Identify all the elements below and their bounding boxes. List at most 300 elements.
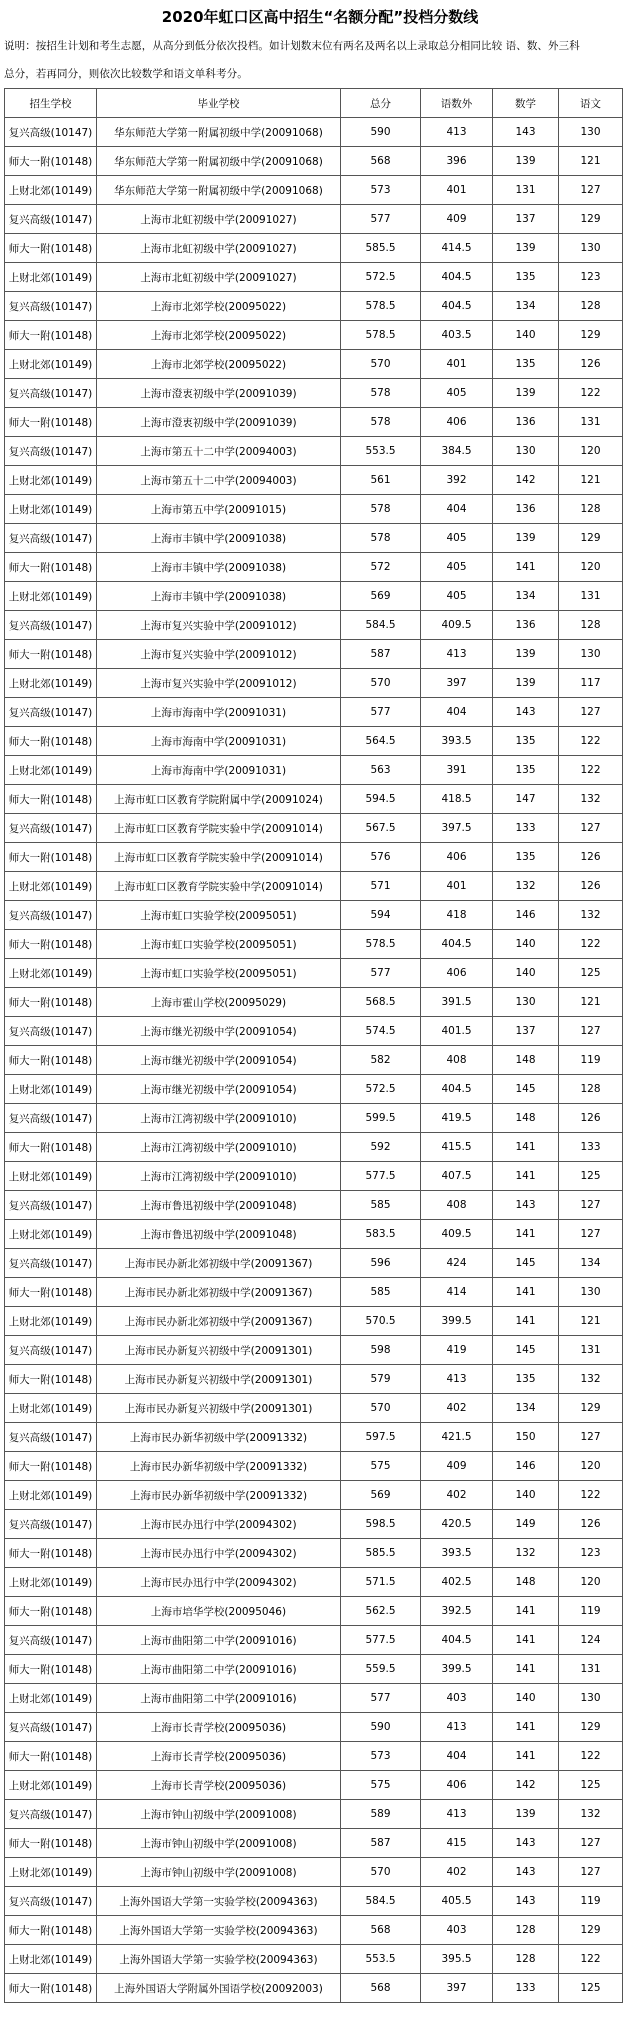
graduating-school-cell: 上海市北虹初级中学(20091027) <box>97 234 341 263</box>
chinese-cell: 130 <box>559 640 623 669</box>
graduating-school-cell: 上海市第五中学(20091015) <box>97 495 341 524</box>
chinese-cell: 130 <box>559 1278 623 1307</box>
total-score-cell: 578 <box>341 379 421 408</box>
admitting-school-cell: 上财北郊(10149) <box>5 495 97 524</box>
total-score-cell: 582 <box>341 1046 421 1075</box>
core-three-cell: 409.5 <box>421 1220 493 1249</box>
total-score-cell: 578.5 <box>341 321 421 350</box>
chinese-cell: 128 <box>559 1075 623 1104</box>
total-score-cell: 584.5 <box>341 1887 421 1916</box>
math-cell: 134 <box>493 582 559 611</box>
core-three-cell: 397.5 <box>421 814 493 843</box>
total-score-cell: 577 <box>341 698 421 727</box>
math-cell: 141 <box>493 1742 559 1771</box>
math-cell: 148 <box>493 1568 559 1597</box>
admitting-school-cell: 复兴高级(10147) <box>5 1510 97 1539</box>
chinese-cell: 131 <box>559 408 623 437</box>
table-row <box>5 611 623 640</box>
math-cell: 132 <box>493 1539 559 1568</box>
total-score-cell: 561 <box>341 466 421 495</box>
math-cell: 139 <box>493 147 559 176</box>
chinese-cell: 122 <box>559 930 623 959</box>
description-line-2: 总分，若再同分，则依次比较数学和语文单科考分。 <box>4 68 248 80</box>
graduating-school-cell: 上海市民办新北郊初级中学(20091367) <box>97 1278 341 1307</box>
table-row <box>5 466 623 495</box>
total-score-cell: 568.5 <box>341 988 421 1017</box>
math-cell: 142 <box>493 1771 559 1800</box>
table-row <box>5 785 623 814</box>
chinese-cell: 124 <box>559 1626 623 1655</box>
total-score-cell: 590 <box>341 118 421 147</box>
core-three-cell: 414.5 <box>421 234 493 263</box>
math-cell: 141 <box>493 1597 559 1626</box>
table-row <box>5 1684 623 1713</box>
table-row <box>5 1626 623 1655</box>
chinese-cell: 132 <box>559 901 623 930</box>
description-line-1: 说明：按招生计划和考生志愿，从高分到低分依次投档。如计划数末位有两名及两名以上录取总分相同比较 语、数、外三科 <box>4 40 580 52</box>
table-row <box>5 872 623 901</box>
chinese-cell: 127 <box>559 176 623 205</box>
table-row <box>5 1452 623 1481</box>
graduating-school-cell: 上海市鲁迅初级中学(20091048) <box>97 1220 341 1249</box>
total-score-cell: 577 <box>341 1684 421 1713</box>
core-three-cell: 409 <box>421 205 493 234</box>
math-cell: 150 <box>493 1423 559 1452</box>
math-cell: 133 <box>493 814 559 843</box>
math-cell: 141 <box>493 1626 559 1655</box>
table-row <box>5 1249 623 1278</box>
graduating-school-cell: 上海市丰镇中学(20091038) <box>97 524 341 553</box>
chinese-cell: 130 <box>559 1684 623 1713</box>
admitting-school-cell: 上财北郊(10149) <box>5 756 97 785</box>
admitting-school-cell: 上财北郊(10149) <box>5 263 97 292</box>
admitting-school-cell: 复兴高级(10147) <box>5 1104 97 1133</box>
admitting-school-cell: 上财北郊(10149) <box>5 582 97 611</box>
core-three-cell: 391.5 <box>421 988 493 1017</box>
admitting-school-cell: 师大一附(10148) <box>5 1133 97 1162</box>
graduating-school-cell: 上海市民办新复兴初级中学(20091301) <box>97 1365 341 1394</box>
total-score-cell: 578.5 <box>341 930 421 959</box>
table-row <box>5 669 623 698</box>
core-three-cell: 418.5 <box>421 785 493 814</box>
graduating-school-cell: 上海市虹口区教育学院实验中学(20091014) <box>97 872 341 901</box>
graduating-school-cell: 上海市继光初级中学(20091054) <box>97 1075 341 1104</box>
core-three-cell: 420.5 <box>421 1510 493 1539</box>
graduating-school-cell: 上海市北郊学校(20095022) <box>97 350 341 379</box>
description <box>0 32 640 88</box>
admitting-school-cell: 复兴高级(10147) <box>5 901 97 930</box>
chinese-cell: 131 <box>559 1336 623 1365</box>
admitting-school-cell: 上财北郊(10149) <box>5 1568 97 1597</box>
chinese-cell: 129 <box>559 205 623 234</box>
graduating-school-cell: 上海市北虹初级中学(20091027) <box>97 263 341 292</box>
core-three-cell: 404.5 <box>421 263 493 292</box>
total-score-cell: 578 <box>341 495 421 524</box>
header-math: 数学 <box>493 89 559 118</box>
admitting-school-cell: 师大一附(10148) <box>5 1742 97 1771</box>
chinese-cell: 128 <box>559 495 623 524</box>
admitting-school-cell: 上财北郊(10149) <box>5 1945 97 1974</box>
graduating-school-cell: 上海市澄衷初级中学(20091039) <box>97 408 341 437</box>
table-row <box>5 1191 623 1220</box>
core-three-cell: 405.5 <box>421 1887 493 1916</box>
math-cell: 139 <box>493 669 559 698</box>
math-cell: 135 <box>493 727 559 756</box>
graduating-school-cell: 上海外国语大学第一实验学校(20094363) <box>97 1945 341 1974</box>
admitting-school-cell: 复兴高级(10147) <box>5 814 97 843</box>
table-row <box>5 350 623 379</box>
math-cell: 141 <box>493 1655 559 1684</box>
graduating-school-cell: 上海市江湾初级中学(20091010) <box>97 1162 341 1191</box>
math-cell: 141 <box>493 1278 559 1307</box>
chinese-cell: 119 <box>559 1597 623 1626</box>
admitting-school-cell: 师大一附(10148) <box>5 553 97 582</box>
graduating-school-cell: 上海市长青学校(20095036) <box>97 1713 341 1742</box>
math-cell: 141 <box>493 1162 559 1191</box>
chinese-cell: 127 <box>559 1220 623 1249</box>
table-row <box>5 1017 623 1046</box>
math-cell: 143 <box>493 1858 559 1887</box>
core-three-cell: 406 <box>421 1771 493 1800</box>
table-row <box>5 263 623 292</box>
table-row <box>5 524 623 553</box>
table-row <box>5 727 623 756</box>
graduating-school-cell: 上海市北虹初级中学(20091027) <box>97 205 341 234</box>
admitting-school-cell: 上财北郊(10149) <box>5 959 97 988</box>
admitting-school-cell: 上财北郊(10149) <box>5 1771 97 1800</box>
graduating-school-cell: 上海市虹口实验学校(20095051) <box>97 959 341 988</box>
table-row <box>5 495 623 524</box>
graduating-school-cell: 上海市海南中学(20091031) <box>97 756 341 785</box>
table-row <box>5 1481 623 1510</box>
graduating-school-cell: 上海市民办新北郊初级中学(20091367) <box>97 1307 341 1336</box>
core-three-cell: 402 <box>421 1858 493 1887</box>
total-score-cell: 571.5 <box>341 1568 421 1597</box>
table-row <box>5 292 623 321</box>
core-three-cell: 399.5 <box>421 1655 493 1684</box>
table-row <box>5 1162 623 1191</box>
core-three-cell: 407.5 <box>421 1162 493 1191</box>
chinese-cell: 122 <box>559 727 623 756</box>
total-score-cell: 578 <box>341 524 421 553</box>
graduating-school-cell: 上海市复兴实验中学(20091012) <box>97 611 341 640</box>
header-core-three: 语数外 <box>421 89 493 118</box>
chinese-cell: 127 <box>559 1423 623 1452</box>
math-cell: 141 <box>493 1220 559 1249</box>
chinese-cell: 121 <box>559 466 623 495</box>
chinese-cell: 134 <box>559 1249 623 1278</box>
table-row <box>5 1510 623 1539</box>
math-cell: 143 <box>493 1887 559 1916</box>
core-three-cell: 413 <box>421 640 493 669</box>
chinese-cell: 127 <box>559 1858 623 1887</box>
chinese-cell: 133 <box>559 1133 623 1162</box>
total-score-cell: 570 <box>341 1858 421 1887</box>
table-row <box>5 1046 623 1075</box>
core-three-cell: 401 <box>421 350 493 379</box>
core-three-cell: 405 <box>421 582 493 611</box>
chinese-cell: 125 <box>559 959 623 988</box>
graduating-school-cell: 上海市虹口区教育学院实验中学(20091014) <box>97 843 341 872</box>
core-three-cell: 408 <box>421 1191 493 1220</box>
total-score-cell: 569 <box>341 1481 421 1510</box>
admitting-school-cell: 师大一附(10148) <box>5 727 97 756</box>
table-row <box>5 176 623 205</box>
chinese-cell: 127 <box>559 1829 623 1858</box>
math-cell: 146 <box>493 901 559 930</box>
admitting-school-cell: 师大一附(10148) <box>5 843 97 872</box>
chinese-cell: 131 <box>559 1655 623 1684</box>
core-three-cell: 404 <box>421 698 493 727</box>
total-score-cell: 598.5 <box>341 1510 421 1539</box>
core-three-cell: 392 <box>421 466 493 495</box>
table-row <box>5 1655 623 1684</box>
total-score-cell: 562.5 <box>341 1597 421 1626</box>
graduating-school-cell: 上海外国语大学第一实验学校(20094363) <box>97 1916 341 1945</box>
math-cell: 131 <box>493 176 559 205</box>
admitting-school-cell: 师大一附(10148) <box>5 1916 97 1945</box>
core-three-cell: 413 <box>421 1713 493 1742</box>
math-cell: 134 <box>493 1394 559 1423</box>
math-cell: 136 <box>493 495 559 524</box>
table-row <box>5 1336 623 1365</box>
admitting-school-cell: 上财北郊(10149) <box>5 1394 97 1423</box>
chinese-cell: 125 <box>559 1974 623 2003</box>
admitting-school-cell: 上财北郊(10149) <box>5 1162 97 1191</box>
total-score-cell: 553.5 <box>341 437 421 466</box>
graduating-school-cell: 华东师范大学第一附属初级中学(20091068) <box>97 147 341 176</box>
graduating-school-cell: 上海市继光初级中学(20091054) <box>97 1017 341 1046</box>
total-score-cell: 585 <box>341 1191 421 1220</box>
math-cell: 148 <box>493 1046 559 1075</box>
graduating-school-cell: 上海市民办新华初级中学(20091332) <box>97 1452 341 1481</box>
graduating-school-cell: 上海市江湾初级中学(20091010) <box>97 1133 341 1162</box>
total-score-cell: 568 <box>341 1974 421 2003</box>
admitting-school-cell: 复兴高级(10147) <box>5 1191 97 1220</box>
total-score-cell: 577.5 <box>341 1626 421 1655</box>
core-three-cell: 406 <box>421 959 493 988</box>
table-row <box>5 1365 623 1394</box>
admitting-school-cell: 师大一附(10148) <box>5 785 97 814</box>
graduating-school-cell: 上海市曲阳第二中学(20091016) <box>97 1655 341 1684</box>
graduating-school-cell: 上海市第五十二中学(20094003) <box>97 437 341 466</box>
graduating-school-cell: 华东师范大学第一附属初级中学(20091068) <box>97 176 341 205</box>
admitting-school-cell: 师大一附(10148) <box>5 1452 97 1481</box>
admitting-school-cell: 师大一附(10148) <box>5 640 97 669</box>
total-score-cell: 569 <box>341 582 421 611</box>
graduating-school-cell: 上海市海南中学(20091031) <box>97 727 341 756</box>
total-score-cell: 576 <box>341 843 421 872</box>
math-cell: 136 <box>493 611 559 640</box>
math-cell: 141 <box>493 1307 559 1336</box>
admitting-school-cell: 复兴高级(10147) <box>5 205 97 234</box>
graduating-school-cell: 上海市江湾初级中学(20091010) <box>97 1104 341 1133</box>
total-score-cell: 599.5 <box>341 1104 421 1133</box>
math-cell: 135 <box>493 350 559 379</box>
graduating-school-cell: 上海市虹口实验学校(20095051) <box>97 930 341 959</box>
table-row <box>5 959 623 988</box>
core-three-cell: 402 <box>421 1394 493 1423</box>
core-three-cell: 403.5 <box>421 321 493 350</box>
graduating-school-cell: 上海市虹口实验学校(20095051) <box>97 901 341 930</box>
core-three-cell: 401 <box>421 872 493 901</box>
total-score-cell: 570 <box>341 669 421 698</box>
table-row <box>5 437 623 466</box>
page-title: 2020年虹口区高中招生“名额分配”投档分数线 <box>161 8 479 26</box>
core-three-cell: 421.5 <box>421 1423 493 1452</box>
core-three-cell: 413 <box>421 118 493 147</box>
admitting-school-cell: 上财北郊(10149) <box>5 669 97 698</box>
admitting-school-cell: 上财北郊(10149) <box>5 1075 97 1104</box>
core-three-cell: 404 <box>421 1742 493 1771</box>
graduating-school-cell: 上海市北郊学校(20095022) <box>97 321 341 350</box>
total-score-cell: 575 <box>341 1452 421 1481</box>
core-three-cell: 392.5 <box>421 1597 493 1626</box>
graduating-school-cell: 上海市曲阳第二中学(20091016) <box>97 1684 341 1713</box>
admitting-school-cell: 师大一附(10148) <box>5 988 97 1017</box>
chinese-cell: 123 <box>559 1539 623 1568</box>
core-three-cell: 414 <box>421 1278 493 1307</box>
admitting-school-cell: 师大一附(10148) <box>5 1046 97 1075</box>
graduating-school-cell: 上海市鲁迅初级中学(20091048) <box>97 1191 341 1220</box>
chinese-cell: 117 <box>559 669 623 698</box>
table-row <box>5 1945 623 1974</box>
core-three-cell: 419.5 <box>421 1104 493 1133</box>
header-admitting-school: 招生学校 <box>5 89 97 118</box>
math-cell: 136 <box>493 408 559 437</box>
core-three-cell: 413 <box>421 1800 493 1829</box>
total-score-cell: 594 <box>341 901 421 930</box>
table-header-row <box>5 89 623 118</box>
admitting-school-cell: 上财北郊(10149) <box>5 1481 97 1510</box>
admitting-school-cell: 复兴高级(10147) <box>5 1713 97 1742</box>
total-score-cell: 578.5 <box>341 292 421 321</box>
admitting-school-cell: 上财北郊(10149) <box>5 350 97 379</box>
chinese-cell: 123 <box>559 263 623 292</box>
core-three-cell: 402 <box>421 1481 493 1510</box>
graduating-school-cell: 上海市民办迅行中学(20094302) <box>97 1539 341 1568</box>
chinese-cell: 127 <box>559 1017 623 1046</box>
chinese-cell: 130 <box>559 118 623 147</box>
graduating-school-cell: 上海市丰镇中学(20091038) <box>97 582 341 611</box>
total-score-cell: 571 <box>341 872 421 901</box>
table-row <box>5 843 623 872</box>
header-total-score: 总分 <box>341 89 421 118</box>
admitting-school-cell: 复兴高级(10147) <box>5 379 97 408</box>
graduating-school-cell: 华东师范大学第一附属初级中学(20091068) <box>97 118 341 147</box>
graduating-school-cell: 上海市长青学校(20095036) <box>97 1771 341 1800</box>
core-three-cell: 403 <box>421 1916 493 1945</box>
total-score-cell: 575 <box>341 1771 421 1800</box>
admitting-school-cell: 上财北郊(10149) <box>5 1858 97 1887</box>
admitting-school-cell: 师大一附(10148) <box>5 1829 97 1858</box>
table-row <box>5 1800 623 1829</box>
core-three-cell: 406 <box>421 408 493 437</box>
math-cell: 145 <box>493 1249 559 1278</box>
core-three-cell: 397 <box>421 1974 493 2003</box>
admitting-school-cell: 上财北郊(10149) <box>5 872 97 901</box>
table-row <box>5 205 623 234</box>
math-cell: 141 <box>493 553 559 582</box>
total-score-cell: 577 <box>341 205 421 234</box>
admitting-school-cell: 师大一附(10148) <box>5 321 97 350</box>
admitting-school-cell: 复兴高级(10147) <box>5 292 97 321</box>
graduating-school-cell: 上海市复兴实验中学(20091012) <box>97 640 341 669</box>
admitting-school-cell: 师大一附(10148) <box>5 1974 97 2003</box>
graduating-school-cell: 上海市虹口区教育学院附属中学(20091024) <box>97 785 341 814</box>
table-row <box>5 814 623 843</box>
math-cell: 130 <box>493 988 559 1017</box>
admitting-school-cell: 上财北郊(10149) <box>5 1684 97 1713</box>
total-score-cell: 577.5 <box>341 1162 421 1191</box>
table-row <box>5 553 623 582</box>
graduating-school-cell: 上海市曲阳第二中学(20091016) <box>97 1626 341 1655</box>
total-score-cell: 594.5 <box>341 785 421 814</box>
math-cell: 139 <box>493 1800 559 1829</box>
total-score-cell: 573 <box>341 176 421 205</box>
math-cell: 135 <box>493 263 559 292</box>
chinese-cell: 122 <box>559 1742 623 1771</box>
total-score-cell: 585.5 <box>341 234 421 263</box>
admitting-school-cell: 师大一附(10148) <box>5 1278 97 1307</box>
chinese-cell: 125 <box>559 1771 623 1800</box>
math-cell: 135 <box>493 1365 559 1394</box>
admitting-school-cell: 师大一附(10148) <box>5 930 97 959</box>
table-row <box>5 408 623 437</box>
chinese-cell: 122 <box>559 379 623 408</box>
chinese-cell: 119 <box>559 1887 623 1916</box>
chinese-cell: 120 <box>559 553 623 582</box>
math-cell: 147 <box>493 785 559 814</box>
graduating-school-cell: 上海市钟山初级中学(20091008) <box>97 1800 341 1829</box>
graduating-school-cell: 上海市长青学校(20095036) <box>97 1742 341 1771</box>
admitting-school-cell: 复兴高级(10147) <box>5 1626 97 1655</box>
admitting-school-cell: 复兴高级(10147) <box>5 1017 97 1046</box>
math-cell: 140 <box>493 321 559 350</box>
admitting-school-cell: 复兴高级(10147) <box>5 698 97 727</box>
header-graduating-school: 毕业学校 <box>97 89 341 118</box>
graduating-school-cell: 上海市第五十二中学(20094003) <box>97 466 341 495</box>
chinese-cell: 129 <box>559 1916 623 1945</box>
total-score-cell: 568 <box>341 1916 421 1945</box>
core-three-cell: 404.5 <box>421 292 493 321</box>
total-score-cell: 587 <box>341 640 421 669</box>
page <box>0 2 640 2035</box>
chinese-cell: 120 <box>559 1568 623 1597</box>
core-three-cell: 403 <box>421 1684 493 1713</box>
total-score-cell: 564.5 <box>341 727 421 756</box>
table-row <box>5 1974 623 2003</box>
table-row <box>5 1278 623 1307</box>
chinese-cell: 122 <box>559 1481 623 1510</box>
header-chinese: 语文 <box>559 89 623 118</box>
core-three-cell: 402.5 <box>421 1568 493 1597</box>
table-row <box>5 1829 623 1858</box>
table-row <box>5 756 623 785</box>
graduating-school-cell: 上海市霍山学校(20095029) <box>97 988 341 1017</box>
admitting-school-cell: 师大一附(10148) <box>5 1365 97 1394</box>
math-cell: 139 <box>493 640 559 669</box>
table-row <box>5 1423 623 1452</box>
chinese-cell: 129 <box>559 524 623 553</box>
chinese-cell: 127 <box>559 814 623 843</box>
graduating-school-cell: 上海市培华学校(20095046) <box>97 1597 341 1626</box>
total-score-cell: 597.5 <box>341 1423 421 1452</box>
math-cell: 130 <box>493 437 559 466</box>
chinese-cell: 121 <box>559 147 623 176</box>
graduating-school-cell: 上海市民办新复兴初级中学(20091301) <box>97 1394 341 1423</box>
table-row <box>5 147 623 176</box>
